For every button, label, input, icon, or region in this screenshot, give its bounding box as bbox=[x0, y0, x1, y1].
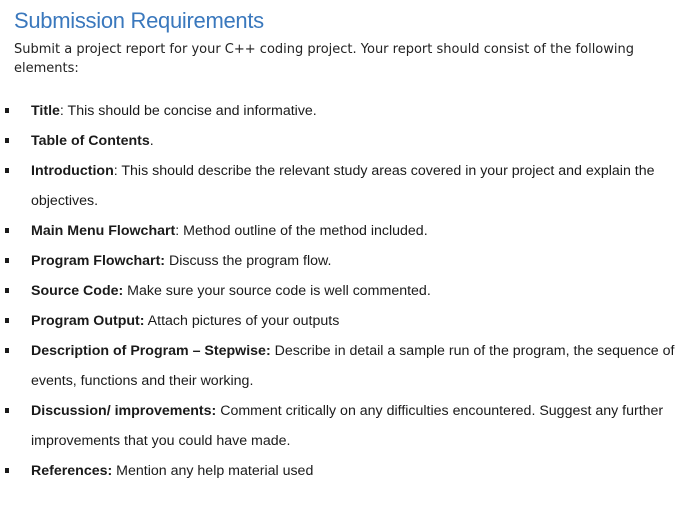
requirement-term: Source Code: bbox=[31, 283, 124, 299]
bullet-icon bbox=[5, 108, 9, 113]
bullet-icon bbox=[5, 288, 9, 293]
requirement-term: Main Menu Flowchart bbox=[31, 223, 176, 239]
requirement-description: Comment critically on any difficulties encountered. Suggest any further improvements that you could have made. bbox=[31, 403, 664, 449]
requirement-term: Program Flowchart: bbox=[31, 253, 166, 269]
bullet-icon bbox=[5, 258, 9, 263]
requirement-term: Table of Contents bbox=[31, 133, 150, 149]
bullet-icon bbox=[5, 348, 9, 353]
requirement-item-discussion-improvements bbox=[0, 396, 700, 456]
requirement-item-introduction bbox=[0, 156, 700, 216]
requirement-item-description-of-program bbox=[0, 336, 700, 396]
requirement-description: : This should describe the relevant study areas covered in your project and explain the objectives. bbox=[31, 163, 655, 209]
requirement-term: Introduction bbox=[31, 163, 114, 179]
bullet-icon bbox=[5, 168, 9, 173]
intro-paragraph: Submit a project report for your C++ coding project. Your report should consist of the following elements: bbox=[14, 42, 634, 76]
bullet-icon bbox=[5, 468, 9, 473]
requirement-term: References: bbox=[31, 463, 113, 479]
requirement-term: Title bbox=[31, 103, 60, 119]
requirement-description: Discuss the program flow. bbox=[165, 253, 332, 269]
requirement-description: : Method outline of the method included. bbox=[175, 223, 428, 239]
requirement-item-program-output bbox=[0, 306, 700, 336]
requirement-item-table-of-contents bbox=[0, 126, 700, 156]
bullet-icon bbox=[5, 408, 9, 413]
bullet-icon bbox=[5, 228, 9, 233]
requirement-item-main-menu-flowchart bbox=[0, 216, 700, 246]
requirement-description: Mention any help material used bbox=[112, 463, 314, 479]
requirement-item-references bbox=[0, 456, 700, 486]
requirement-description: Describe in detail a sample run of the program, the sequence of events, functions and their working. bbox=[31, 343, 675, 389]
requirement-term: Program Output: bbox=[31, 313, 145, 329]
bullet-icon bbox=[5, 138, 9, 143]
requirement-description: : This should be concise and informative. bbox=[59, 103, 317, 119]
requirement-description: Make sure your source code is well commented. bbox=[123, 283, 431, 299]
bullet-icon bbox=[5, 318, 9, 323]
requirements-list bbox=[0, 96, 700, 486]
requirement-description: . bbox=[149, 133, 154, 149]
requirement-term: Discussion/ improvements: bbox=[31, 403, 217, 419]
requirement-item-source-code bbox=[0, 276, 700, 306]
requirement-description: Attach pictures of your outputs bbox=[144, 313, 340, 329]
requirement-term: Description of Program – Stepwise: bbox=[31, 343, 271, 359]
requirement-item-program-flowchart bbox=[0, 246, 700, 276]
requirement-item-title bbox=[0, 96, 700, 126]
section-heading: Submission Requirements bbox=[14, 8, 264, 33]
